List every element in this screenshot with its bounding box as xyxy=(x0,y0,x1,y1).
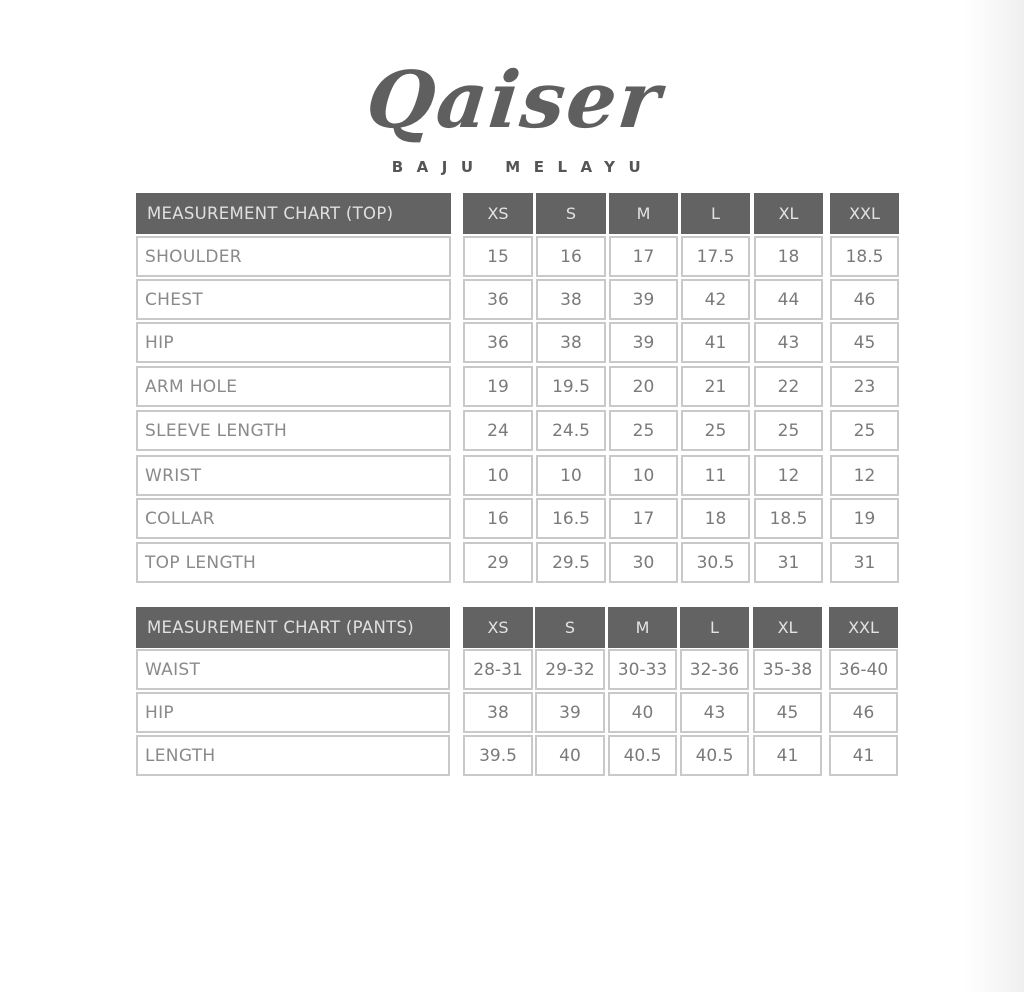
size-header-l: L xyxy=(681,193,750,234)
value-cell: 44 xyxy=(754,279,823,320)
value-cell: 18 xyxy=(681,498,750,539)
value-cell: 39 xyxy=(609,322,678,363)
size-header-xxl: XXL xyxy=(830,193,899,234)
row-label: ARM HOLE xyxy=(136,366,451,407)
value-cell: 10 xyxy=(463,455,533,496)
value-cell: 17.5 xyxy=(681,236,750,277)
top-chart-title: MEASUREMENT CHART (TOP) xyxy=(136,193,451,234)
row-label: WAIST xyxy=(136,649,450,690)
value-cell: 17 xyxy=(609,498,678,539)
brand-tagline: BAJU MELAYU xyxy=(391,158,655,176)
value-cell: 16 xyxy=(463,498,533,539)
value-cell: 41 xyxy=(681,322,750,363)
row-label: CHEST xyxy=(136,279,451,320)
value-cell: 31 xyxy=(830,542,899,583)
value-cell: 22 xyxy=(754,366,823,407)
value-cell: 25 xyxy=(609,410,678,451)
value-cell: 28-31 xyxy=(463,649,533,690)
value-cell: 42 xyxy=(681,279,750,320)
pants-chart-title: MEASUREMENT CHART (PANTS) xyxy=(136,607,450,648)
value-cell: 39 xyxy=(609,279,678,320)
size-header-m: M xyxy=(608,607,677,648)
value-cell: 36-40 xyxy=(829,649,898,690)
size-header-xl: XL xyxy=(754,193,823,234)
value-cell: 23 xyxy=(830,366,899,407)
row-label: SHOULDER xyxy=(136,236,451,277)
row-label: WRIST xyxy=(136,455,451,496)
value-cell: 12 xyxy=(830,455,899,496)
value-cell: 32-36 xyxy=(680,649,749,690)
value-cell: 39 xyxy=(535,692,605,733)
value-cell: 40 xyxy=(535,735,605,776)
value-cell: 18.5 xyxy=(830,236,899,277)
size-header-xs: XS xyxy=(463,193,533,234)
value-cell: 36 xyxy=(463,322,533,363)
value-cell: 30.5 xyxy=(681,542,750,583)
value-cell: 10 xyxy=(609,455,678,496)
value-cell: 25 xyxy=(681,410,750,451)
value-cell: 29-32 xyxy=(535,649,605,690)
value-cell: 41 xyxy=(829,735,898,776)
value-cell: 45 xyxy=(753,692,822,733)
value-cell: 21 xyxy=(681,366,750,407)
value-cell: 25 xyxy=(830,410,899,451)
value-cell: 16 xyxy=(536,236,606,277)
size-header-s: S xyxy=(535,607,605,648)
value-cell: 36 xyxy=(463,279,533,320)
value-cell: 31 xyxy=(754,542,823,583)
value-cell: 46 xyxy=(829,692,898,733)
value-cell: 35-38 xyxy=(753,649,822,690)
row-label: COLLAR xyxy=(136,498,451,539)
value-cell: 19 xyxy=(830,498,899,539)
value-cell: 41 xyxy=(753,735,822,776)
value-cell: 43 xyxy=(680,692,749,733)
value-cell: 29.5 xyxy=(536,542,606,583)
value-cell: 24 xyxy=(463,410,533,451)
value-cell: 38 xyxy=(463,692,533,733)
value-cell: 45 xyxy=(830,322,899,363)
value-cell: 19 xyxy=(463,366,533,407)
row-label: TOP LENGTH xyxy=(136,542,451,583)
value-cell: 30 xyxy=(609,542,678,583)
value-cell: 30-33 xyxy=(608,649,677,690)
row-label: HIP xyxy=(136,322,451,363)
value-cell: 20 xyxy=(609,366,678,407)
size-header-xxl: XXL xyxy=(829,607,898,648)
value-cell: 29 xyxy=(463,542,533,583)
size-header-s: S xyxy=(536,193,606,234)
value-cell: 40.5 xyxy=(608,735,677,776)
size-header-m: M xyxy=(609,193,678,234)
value-cell: 38 xyxy=(536,322,606,363)
value-cell: 39.5 xyxy=(463,735,533,776)
size-header-xl: XL xyxy=(753,607,822,648)
value-cell: 19.5 xyxy=(536,366,606,407)
value-cell: 15 xyxy=(463,236,533,277)
value-cell: 10 xyxy=(536,455,606,496)
value-cell: 38 xyxy=(536,279,606,320)
row-label: SLEEVE LENGTH xyxy=(136,410,451,451)
value-cell: 24.5 xyxy=(536,410,606,451)
value-cell: 18 xyxy=(754,236,823,277)
size-header-xs: XS xyxy=(463,607,533,648)
row-label: HIP xyxy=(136,692,450,733)
value-cell: 46 xyxy=(830,279,899,320)
value-cell: 12 xyxy=(754,455,823,496)
row-label: LENGTH xyxy=(136,735,450,776)
value-cell: 43 xyxy=(754,322,823,363)
size-header-l: L xyxy=(680,607,749,648)
value-cell: 16.5 xyxy=(536,498,606,539)
brand-name: Qaiser xyxy=(361,55,667,146)
value-cell: 17 xyxy=(609,236,678,277)
value-cell: 11 xyxy=(681,455,750,496)
value-cell: 40 xyxy=(608,692,677,733)
brand-logo xyxy=(0,52,1024,150)
value-cell: 25 xyxy=(754,410,823,451)
value-cell: 40.5 xyxy=(680,735,749,776)
value-cell: 18.5 xyxy=(754,498,823,539)
